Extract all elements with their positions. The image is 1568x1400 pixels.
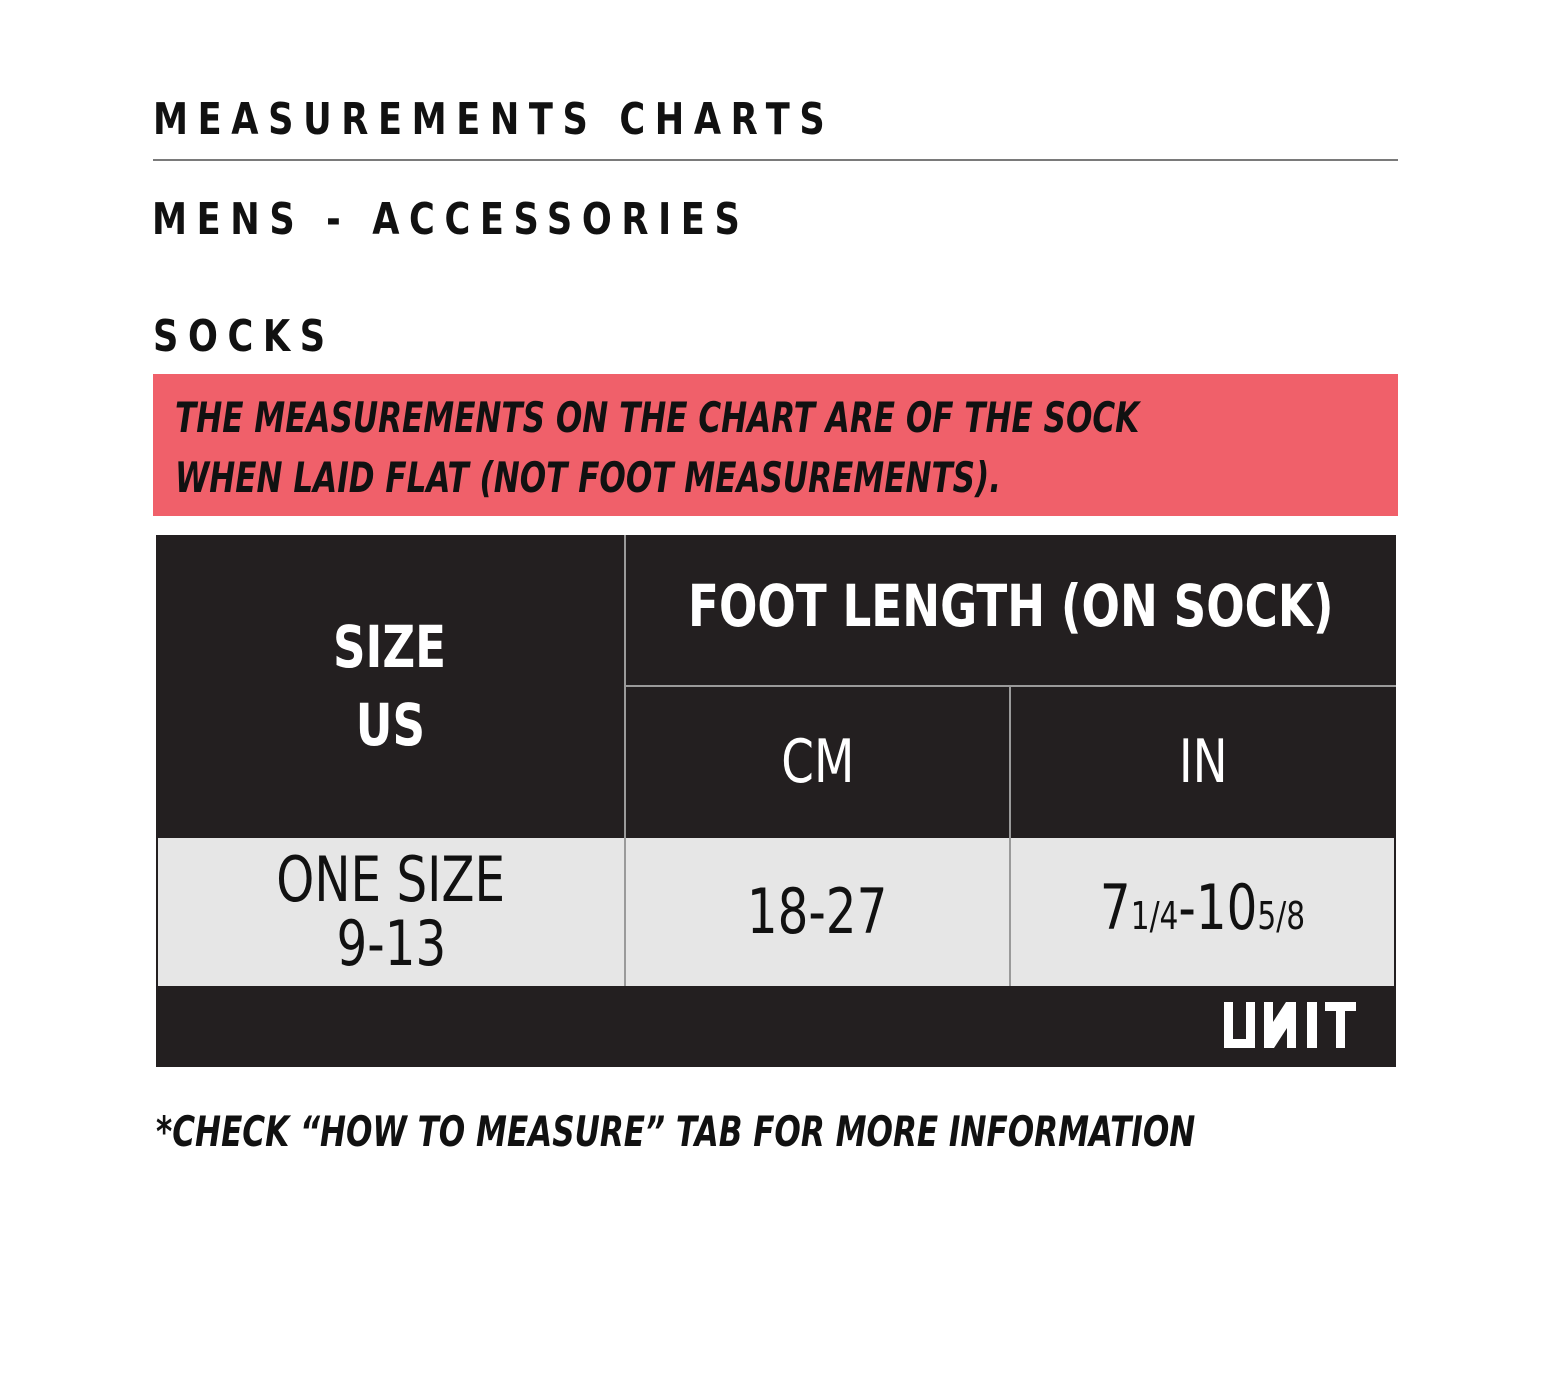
size-cell-line2: 9-13 bbox=[336, 907, 446, 980]
in-cell bbox=[1011, 838, 1394, 986]
footnote: *CHECK “HOW TO MEASURE” TAB FOR MORE INFORMATION bbox=[156, 1107, 1196, 1156]
grid-line bbox=[1009, 687, 1011, 986]
grid-line bbox=[624, 535, 626, 986]
in-separator: - bbox=[1178, 871, 1196, 944]
in-header-label: IN bbox=[1179, 726, 1228, 797]
size-cell bbox=[158, 838, 624, 986]
in-header bbox=[1011, 687, 1396, 836]
in-fraction-2: 5/8 bbox=[1257, 894, 1306, 938]
in-cell-value bbox=[1099, 871, 1306, 948]
size-cell-line1: ONE SIZE bbox=[276, 843, 506, 916]
foot-length-header bbox=[626, 535, 1396, 685]
cm-cell-value: 18-27 bbox=[747, 875, 888, 948]
title-divider bbox=[153, 159, 1398, 161]
size-us-header bbox=[156, 535, 624, 836]
page-title: MEASUREMENTS CHARTS bbox=[153, 94, 835, 145]
in-fraction-1: 1/4 bbox=[1130, 894, 1179, 938]
section-heading: SOCKS bbox=[153, 311, 335, 362]
in-whole-2: 10 bbox=[1195, 871, 1258, 944]
size-chart-table bbox=[156, 535, 1396, 1067]
us-header-label: US bbox=[355, 690, 425, 759]
notice-text: THE MEASUREMENTS ON THE CHART ARE OF THE SOCK WHEN LAID FLAT (NOT FOOT MEASUREMENTS). bbox=[175, 393, 1140, 502]
brand-logo bbox=[1222, 1000, 1358, 1055]
measurement-notice bbox=[153, 374, 1398, 516]
category-heading: MENS - ACCESSORIES bbox=[152, 194, 750, 245]
size-header-label: SIZE bbox=[333, 612, 447, 681]
grid-line bbox=[626, 685, 1396, 687]
cm-cell bbox=[626, 838, 1009, 986]
unit-logo-icon bbox=[1222, 1000, 1358, 1050]
cm-header-label: CM bbox=[780, 726, 855, 797]
foot-length-label: FOOT LENGTH (ON SOCK) bbox=[688, 572, 1334, 640]
in-whole-1: 7 bbox=[1099, 871, 1131, 944]
cm-header bbox=[626, 687, 1009, 836]
